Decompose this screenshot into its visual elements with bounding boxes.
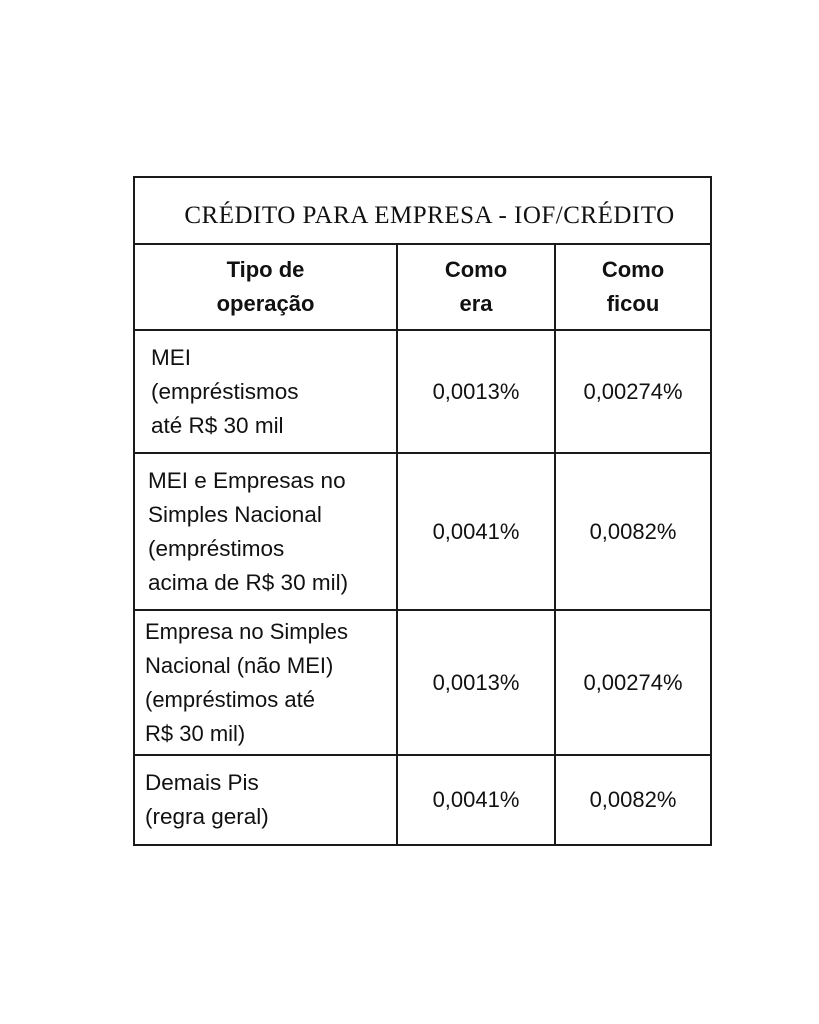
after-value: 0,0082% [589, 787, 677, 812]
after-cell [556, 454, 710, 609]
table-title-row [135, 178, 710, 245]
after-cell [556, 331, 710, 452]
header-cell-before [398, 245, 556, 329]
after-cell [556, 611, 710, 754]
before-cell [398, 454, 556, 609]
before-cell [398, 331, 556, 452]
table-row [135, 454, 710, 611]
operation-cell [135, 611, 398, 754]
before-cell [398, 611, 556, 754]
after-cell [556, 756, 710, 844]
before-cell [398, 756, 556, 844]
table-row [135, 756, 710, 844]
table-header-row [135, 245, 710, 331]
after-value: 0,0082% [589, 518, 677, 544]
operation-text: MEI (empréstismos até R$ 30 mil [151, 344, 299, 438]
before-value: 0,0041% [432, 518, 520, 544]
table-row [135, 611, 710, 756]
before-value: 0,0013% [432, 669, 520, 695]
header-cell-after [556, 245, 710, 329]
after-value: 0,00274% [583, 378, 683, 404]
operation-text: MEI e Empresas no Simples Nacional (empréstimos acima de R$ 30 mil) [148, 467, 349, 595]
before-value: 0,0013% [432, 378, 520, 404]
after-value: 0,00274% [583, 669, 683, 695]
table-title: CRÉDITO PARA EMPRESA - IOF/CRÉDITO [184, 201, 675, 229]
header-before-label: Como era [444, 257, 508, 316]
operation-cell [135, 331, 398, 452]
table-row [135, 331, 710, 454]
operation-cell [135, 454, 398, 609]
header-cell-operation [135, 245, 398, 329]
header-after-label: Como ficou [601, 257, 665, 316]
operation-text: Demais Pis (regra geral) [145, 770, 269, 829]
iof-credit-table [133, 176, 712, 846]
operation-text: Empresa no Simples Nacional (não MEI) (empréstimos até R$ 30 mil) [145, 618, 348, 746]
header-operation-label: Tipo de operação [216, 257, 315, 316]
operation-cell [135, 756, 398, 844]
before-value: 0,0041% [432, 787, 520, 812]
